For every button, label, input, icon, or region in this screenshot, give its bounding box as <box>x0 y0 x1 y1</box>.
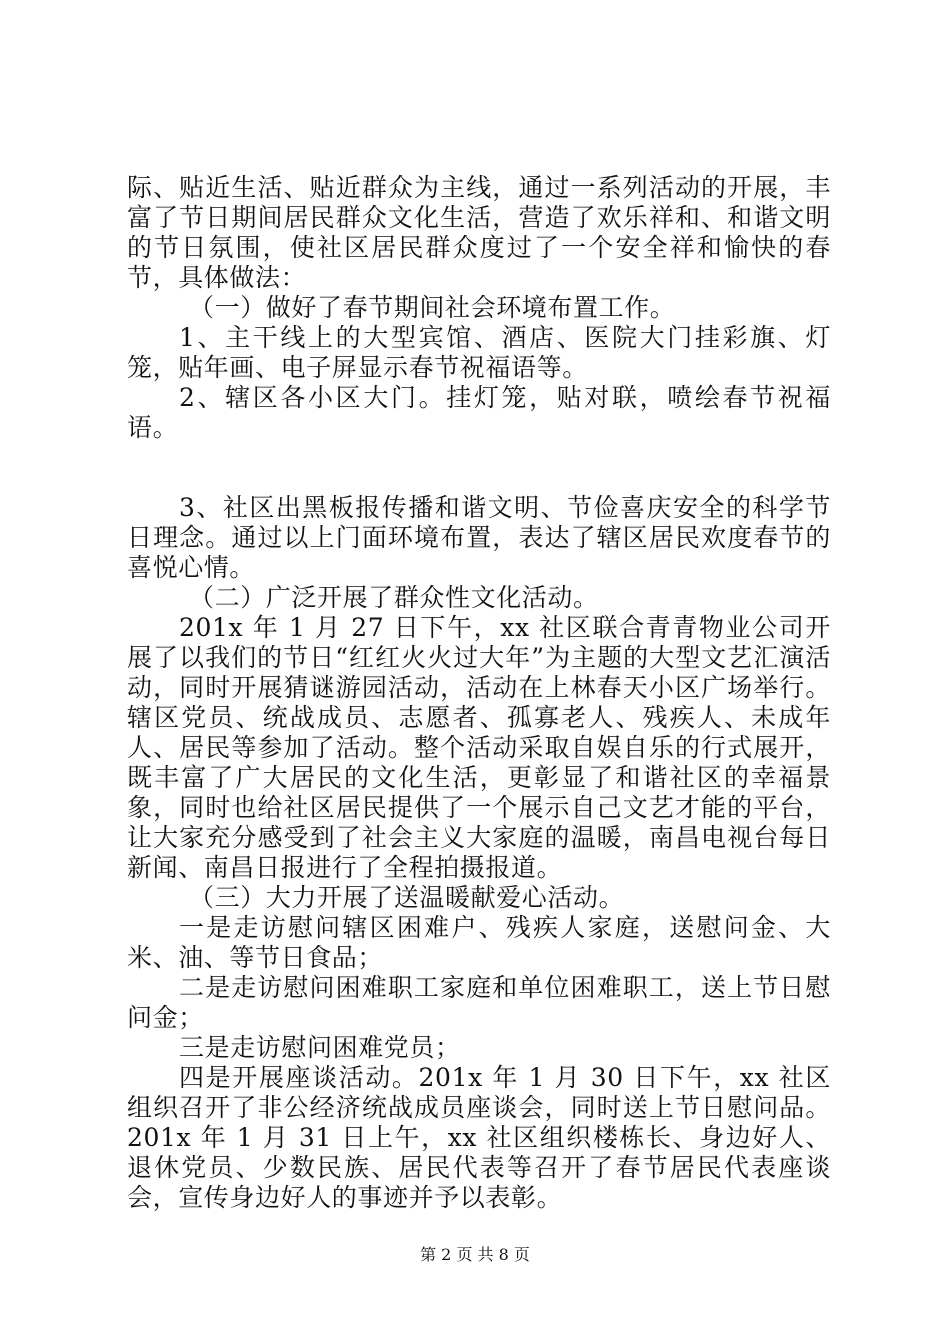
heading-section-3: （三）大力开展了送温暖献爱心活动。 <box>189 883 625 912</box>
heading-section-2: （二）广泛开展了群众性文化活动。 <box>189 583 599 612</box>
paragraph-item-2: 2、辖区各小区大门。挂灯笼，贴对联，喷绘春节祝福语。 <box>127 383 831 442</box>
paragraph-item-1: 1、主干线上的大型宾馆、酒店、医院大门挂彩旗、灯笼，贴年画、电子屏显示春节祝福语等。 <box>127 323 831 382</box>
paragraph-intro: 际、贴近生活、贴近群众为主线，通过一系列活动的开展，丰富了节日期间居民群众文化生活，营造了欢乐祥和、和谐文明的节日氛围，使社区居民群众度过了一个安全祥和愉快的春节，具体做法： <box>127 173 831 292</box>
paragraph-symposium: 四是开展座谈活动。201x 年 1 月 30 日下午，xx 社区组织召开了非公经济统战成员座谈会，同时送上节日慰问品。201x 年 1 月 31 日上午，xx 社区组织楼栋长、身边好人、退休党员、少数民族、居民代表等召开了春节居民代表座谈会，宣传身边好人的事迹并予以表彰。 <box>127 1063 831 1212</box>
paragraph-visit-3: 三是走访慰问困难党员； <box>179 1033 461 1062</box>
paragraph-visit-1: 一是走访慰问辖区困难户、残疾人家庭，送慰问金、大米、油、等节日食品； <box>127 913 831 972</box>
document-body <box>127 173 831 1213</box>
paragraph-item-3: 3、社区出黑板报传播和谐文明、节俭喜庆安全的科学节日理念。通过以上门面环境布置，表达了辖区居民欢度春节的喜悦心情。 <box>127 493 831 582</box>
heading-section-1: （一）做好了春节期间社会环境布置工作。 <box>189 293 676 322</box>
paragraph-cultural-activity: 201x 年 1 月 27 日下午，xx 社区联合青青物业公司开展了以我们的节日“红红火火过大年”为主题的大型文艺汇演活动，同时开展猜谜游园活动，活动在上林春天小区广场举行。辖区党员、统战成员、志愿者、孤寡老人、残疾人、未成年人、居民等参加了活动。整个活动采取自娱自乐的行式展开，既丰富了广大居民的文化生活，更彰显了和谐社区的幸福景象，同时也给社区居民提供了一个展示自己文艺才能的平台，让大家充分感受到了社会主义大家庭的温暖，南昌电视台每日新闻、南昌日报进行了全程拍摄报道。 <box>127 613 831 882</box>
paragraph-visit-2: 二是走访慰问困难职工家庭和单位困难职工，送上节日慰问金； <box>127 973 831 1032</box>
page-number: 第 2 页 共 8 页 <box>420 1245 530 1264</box>
